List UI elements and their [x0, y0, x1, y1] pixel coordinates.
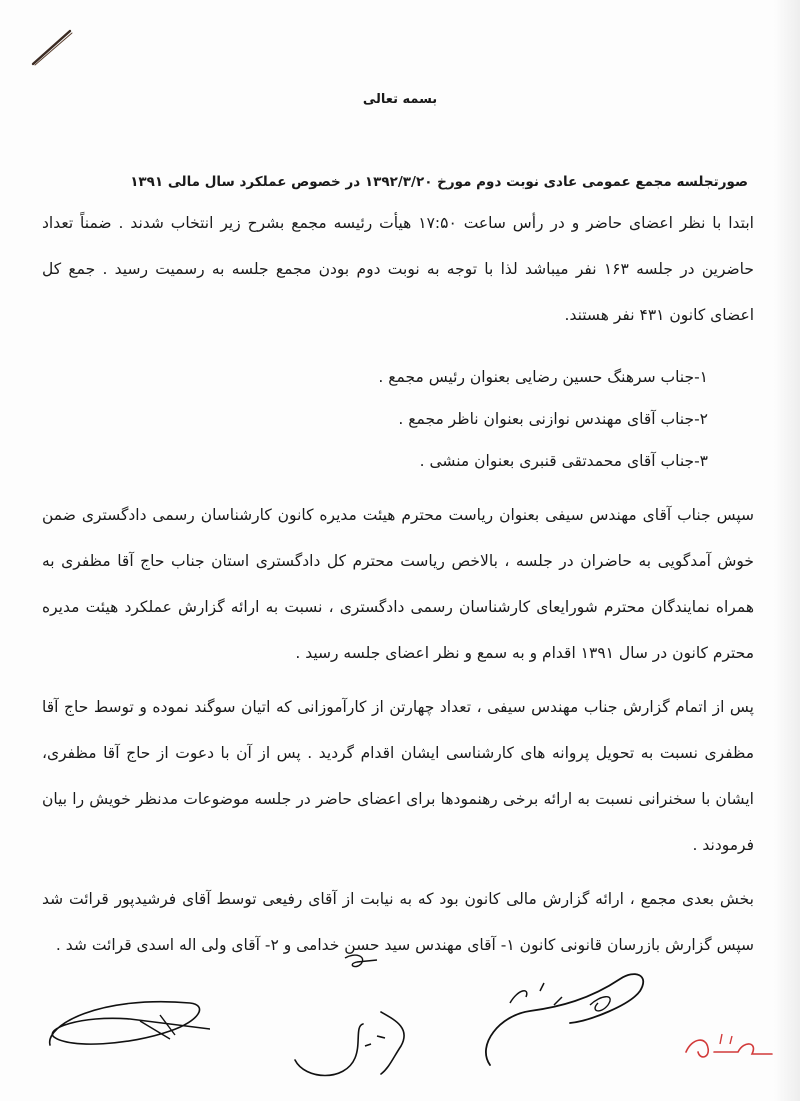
document-title: صورتجلسه مجمع عمومی عادی نوبت دوم مورخ ۱۳۹۲/۳/۲۰ در خصوص عملکرد سال مالی ۱۳۹۱	[130, 174, 748, 190]
paragraph-report: سپس جناب آقای مهندس سیفی بعنوان ریاست محترم هیئت مدیره کانون کارشناسان رسمی دادگستری ضمن خوش آمدگویی به حاضران در جلسه ، بالاخص ریاست محترم کل دادگستری استان جناب حاج آقا مظفری به همراه نمایندگان محترم شورایعای کارشناسان رسمی دادگستری ، نسبت به ارائه گزارش عملکرد هیئت مدیره محترم کانون در سال ۱۳۹۱ اقدام و به سمع و نظر اعضای جلسه رسید .	[42, 506, 754, 662]
board-member-3: ۳-جناب آقای محمدتقی قنبری بعنوان منشی .	[419, 452, 708, 470]
signature-2	[285, 950, 435, 1090]
signature-red	[678, 1022, 778, 1072]
signature-1	[40, 985, 210, 1065]
pen-mark-icon	[30, 28, 74, 68]
scan-shadow	[774, 0, 800, 1101]
paragraph-financial: بخش بعدی مجمع ، ارائه گزارش مالی کانون بود که به نیابت از آقای رفیعی توسط آقای فرشیدپور قرائت شد سپس گزارش بازرسان قانونی کانون ۱- آقای مهندس سید حسن خدامی و ۲- آقای ولی اله اسدی قرائت شد .	[42, 890, 754, 954]
board-member-1: ۱-جناب سرهنگ حسین رضایی بعنوان رئیس مجمع .	[378, 368, 708, 386]
page-heading: بسمه تعالی	[362, 92, 438, 107]
signature-3	[470, 965, 670, 1080]
paragraph-ceremony: پس از اتمام گزارش جناب مهندس سیفی ، تعداد چهارتن از کارآموزانی که اتیان سوگند نموده و توسط حاج آقا مظفری نسبت به تحویل پروانه های کارشناسی ایشان اقدام گردید . پس از آن با دعوت از حاج آقا مظفری، ایشان با سخنرانی نسبت به ارائه برخی رهنمودها برای اعضای حاضر در جلسه موضوعات مدنظر خویش را بیان فرمودند .	[42, 698, 754, 854]
board-member-2: ۲-جناب آقای مهندس نوازنی بعنوان ناظر مجمع .	[398, 410, 708, 428]
paragraph-opening: ابتدا با نظر اعضای حاضر و در رأس ساعت ۱۷:۵۰ هیأت رئیسه مجمع بشرح زیر انتخاب شدند . ضمناً تعداد حاضرین در جلسه ۱۶۳ نفر میباشد لذا با توجه به نوبت دوم بودن مجمع جلسه به رسمیت رسید . جمع کل اعضای کانون ۴۳۱ نفر هستند.	[42, 214, 754, 324]
